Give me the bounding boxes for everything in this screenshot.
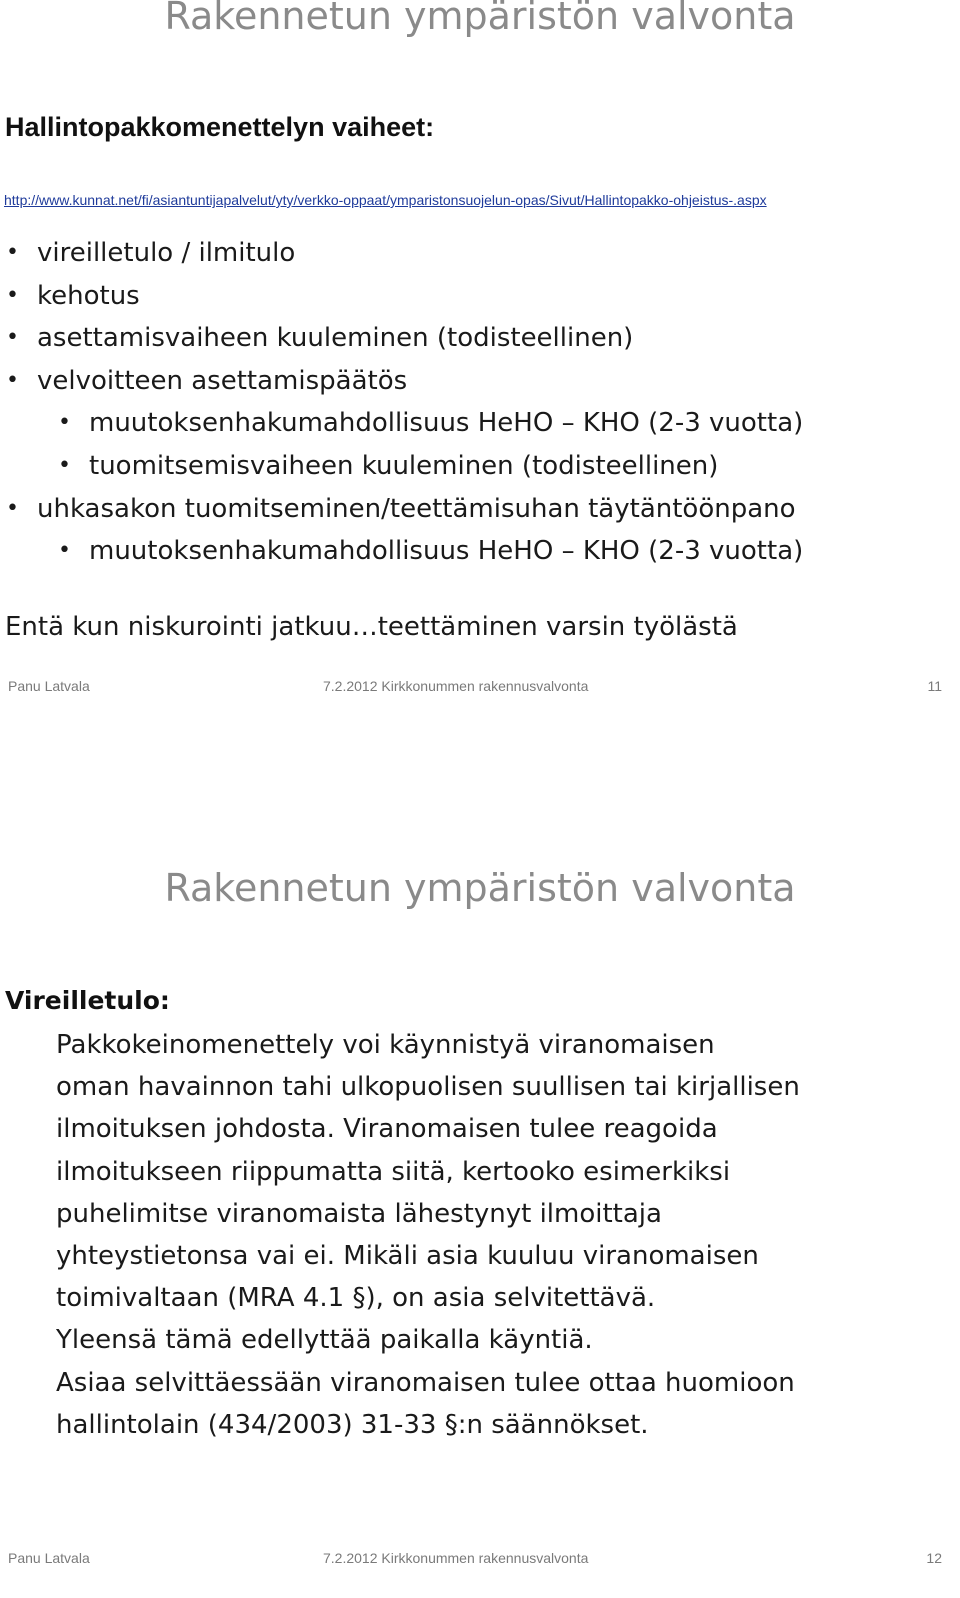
list-item-text: vireilletulo / ilmitulo xyxy=(37,238,296,268)
bullet-icon: • xyxy=(6,282,19,308)
paragraph-line: hallintolain (434/2003) 31-33 §:n säännökset. xyxy=(56,1409,649,1440)
paragraph-line: yhteystietonsa vai ei. Mikäli asia kuuluu viranomaisen xyxy=(56,1240,759,1271)
paragraph-line: ilmoituksen johdosta. Viranomaisen tulee reagoida xyxy=(56,1114,718,1145)
paragraph-line: Yleensä tämä edellyttää paikalla käyntiä. xyxy=(56,1325,593,1356)
list-item-text: uhkasakon tuomitseminen/teettämisuhan täytäntöönpano xyxy=(37,493,796,524)
bullet-icon: • xyxy=(58,538,71,564)
slide-1-title: Rakennetun ympäristön valvonta xyxy=(164,0,796,38)
list-item xyxy=(0,232,803,275)
bullet-icon: • xyxy=(6,325,19,351)
list-item xyxy=(0,275,803,318)
list-item-text: asettamisvaiheen kuuleminen (todisteellinen) xyxy=(37,323,634,354)
slide-2-heading: Vireilletulo: xyxy=(5,986,170,1015)
page-number: 11 xyxy=(927,678,942,694)
list-item xyxy=(0,488,803,531)
footer-date-org: 7.2.2012 Kirkkonummen rakennusvalvonta xyxy=(323,678,589,694)
footer-author: Panu Latvala xyxy=(8,1550,90,1566)
slide-1-heading: Hallintopakkomenettelyn vaiheet: xyxy=(5,112,435,142)
paragraph-line: Asiaa selvittäessään viranomaisen tulee ottaa huomioon xyxy=(56,1367,795,1398)
bullet-icon: • xyxy=(6,495,19,521)
bullet-icon: • xyxy=(6,240,19,265)
paragraph-line: toimivaltaan (MRA 4.1 §), on asia selvitettävä. xyxy=(56,1283,656,1314)
bullet-icon: • xyxy=(6,367,19,393)
bullet-icon: • xyxy=(58,410,71,436)
list-item-text: velvoitteen asettamispäätös xyxy=(37,365,408,396)
steps-list xyxy=(0,232,803,573)
body-paragraph xyxy=(56,1024,936,1446)
paragraph-line: puhelimitse viranomaista lähestynyt ilmoittaja xyxy=(56,1198,662,1229)
paragraph-line: Pakkokeinomenettely voi käynnistyä viranomaisen xyxy=(56,1030,715,1060)
list-item-text: tuomitsemisvaiheen kuuleminen (todisteellinen) xyxy=(89,450,719,481)
paragraph-line: oman havainnon tahi ulkopuolisen suullisen tai kirjallisen xyxy=(56,1072,800,1103)
list-item xyxy=(0,317,803,360)
list-item-sub xyxy=(0,445,803,488)
bullet-icon: • xyxy=(58,452,71,478)
footer-date-org: 7.2.2012 Kirkkonummen rakennusvalvonta xyxy=(323,1550,589,1566)
list-item-text: muutoksenhakumahdollisuus HeHO – KHO (2-3 vuotta) xyxy=(89,408,804,439)
paragraph-line: ilmoitukseen riippumatta siitä, kertooko esimerkiksi xyxy=(56,1156,731,1187)
reference-link[interactable]: http://www.kunnat.net/fi/asiantuntijapalvelut/yty/verkko-oppaat/ymparistonsuojelun-opas/Sivut/Hallintopakko-ohjeistus-.aspx xyxy=(4,192,767,208)
page-number: 12 xyxy=(926,1550,942,1566)
slide-2-title: Rakennetun ympäristön valvonta xyxy=(164,866,796,910)
list-item-text: kehotus xyxy=(37,280,140,311)
closing-note: Entä kun niskurointi jatkuu…teettäminen varsin työlästä xyxy=(5,612,738,642)
list-item-text: muutoksenhakumahdollisuus HeHO – KHO (2-3 vuotta) xyxy=(89,536,804,567)
list-item xyxy=(0,360,803,403)
list-item-sub xyxy=(0,402,803,445)
list-item-sub xyxy=(0,530,803,573)
footer-author: Panu Latvala xyxy=(8,678,90,694)
